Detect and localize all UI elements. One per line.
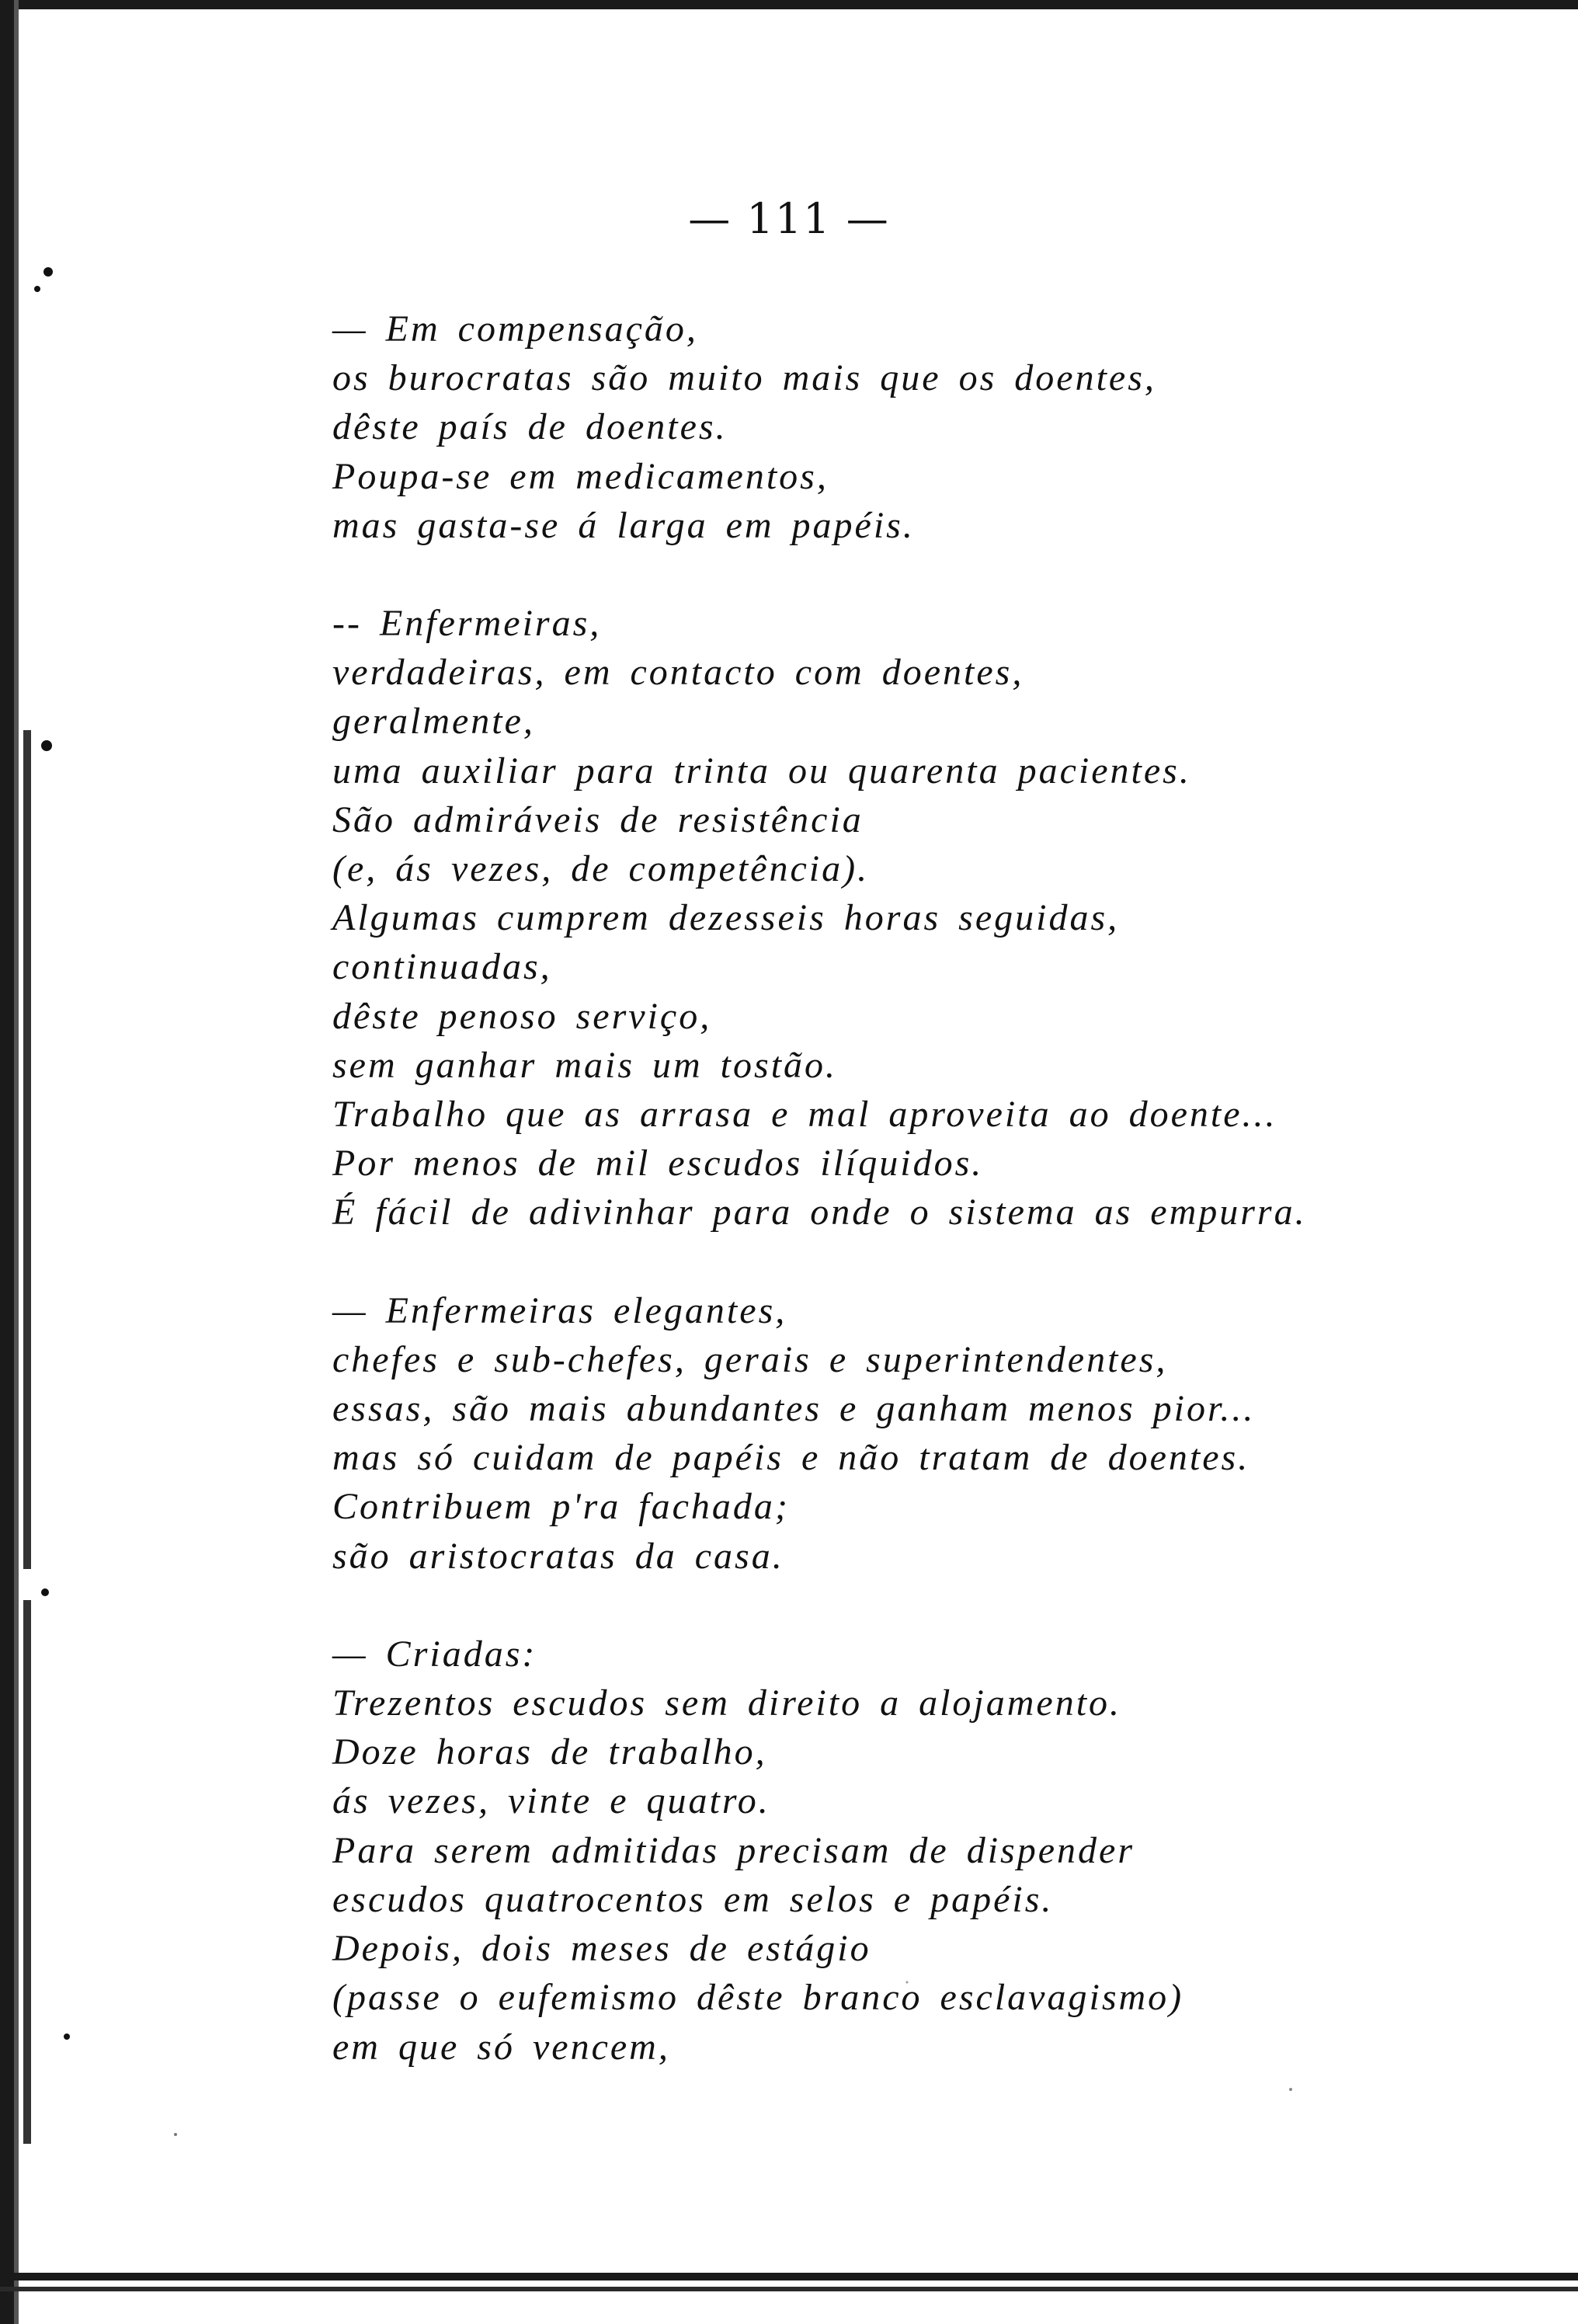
poem-line: É fácil de adivinhar para onde o sistema as empurra. <box>332 1192 1307 1233</box>
poem-line: (e, ás vezes, de competência). <box>332 848 870 890</box>
poem-line: Poupa-se em medicamentos, <box>332 455 829 497</box>
poem-line: São admiráveis de resistência <box>332 798 864 840</box>
poem-line: verdadeiras, em contacto com doentes, <box>332 652 1024 694</box>
poem-text <box>332 304 1528 2120</box>
poem-line: Depois, dois meses de estágio <box>332 1928 871 1970</box>
speck-mark <box>41 740 52 751</box>
poem-line: escudos quatrocentos em selos e papéis. <box>332 1878 1054 1920</box>
poem-line: — Criadas: <box>332 1633 537 1675</box>
poem-line: são aristocratas da casa. <box>332 1535 784 1577</box>
poem-line: Contribuem p'ra fachada; <box>332 1486 790 1528</box>
poem-line: continuadas, <box>332 946 552 988</box>
stanza <box>332 1286 1528 1581</box>
poem-line: mas só cuidam de papéis e não tratam de doentes. <box>332 1437 1250 1479</box>
stanza <box>332 599 1528 1237</box>
poem-line: Trabalho que as arrasa e mal aproveita ao doente... <box>332 1094 1277 1136</box>
poem-line: dêste país de doentes. <box>332 406 728 448</box>
speck-mark <box>23 1600 31 2144</box>
poem-line: chefes e sub-chefes, gerais e superintendentes, <box>332 1338 1168 1380</box>
poem-line: Para serem admitidas precisam de dispender <box>332 1829 1135 1871</box>
poem-line: sem ganhar mais um tostão. <box>332 1044 838 1086</box>
speck-mark <box>43 267 53 277</box>
poem-line: — Em compensação, <box>332 308 698 350</box>
poem-line: Algumas cumprem dezesseis horas seguidas, <box>332 897 1120 939</box>
poem-line: uma auxiliar para trinta ou quarenta pacientes. <box>332 750 1191 791</box>
speck-mark <box>34 286 40 292</box>
poem-line: essas, são mais abundantes e ganham menos pior... <box>332 1388 1256 1430</box>
poem-line: Trezentos escudos sem direito a alojamento. <box>332 1682 1122 1724</box>
page-number: — 111 — <box>688 194 890 243</box>
poem-line: ás vezes, vinte e quatro. <box>332 1780 770 1822</box>
poem-line: — Enfermeiras elegantes, <box>332 1289 787 1331</box>
speck-mark <box>174 2133 177 2136</box>
stanza <box>332 1630 1528 2072</box>
poem-line: Doze horas de trabalho, <box>332 1731 767 1773</box>
poem-line: geralmente, <box>332 701 535 743</box>
poem-line: -- Enfermeiras, <box>332 603 602 645</box>
speck-mark <box>64 2034 70 2040</box>
speck-mark <box>41 1588 49 1596</box>
poem-line: os burocratas são muito mais que os doentes, <box>332 357 1156 399</box>
speck-mark <box>23 730 31 1569</box>
poem-line: dêste penoso serviço, <box>332 995 712 1037</box>
poem-line: em que só vencem, <box>332 2026 670 2068</box>
stanza <box>332 304 1528 550</box>
poem-line: Por menos de mil escudos ilíquidos. <box>332 1143 984 1185</box>
poem-line: mas gasta-se á larga em papéis. <box>332 504 915 546</box>
poem-line: (passe o eufemismo dêste branco esclavagismo) <box>332 1977 1184 2019</box>
